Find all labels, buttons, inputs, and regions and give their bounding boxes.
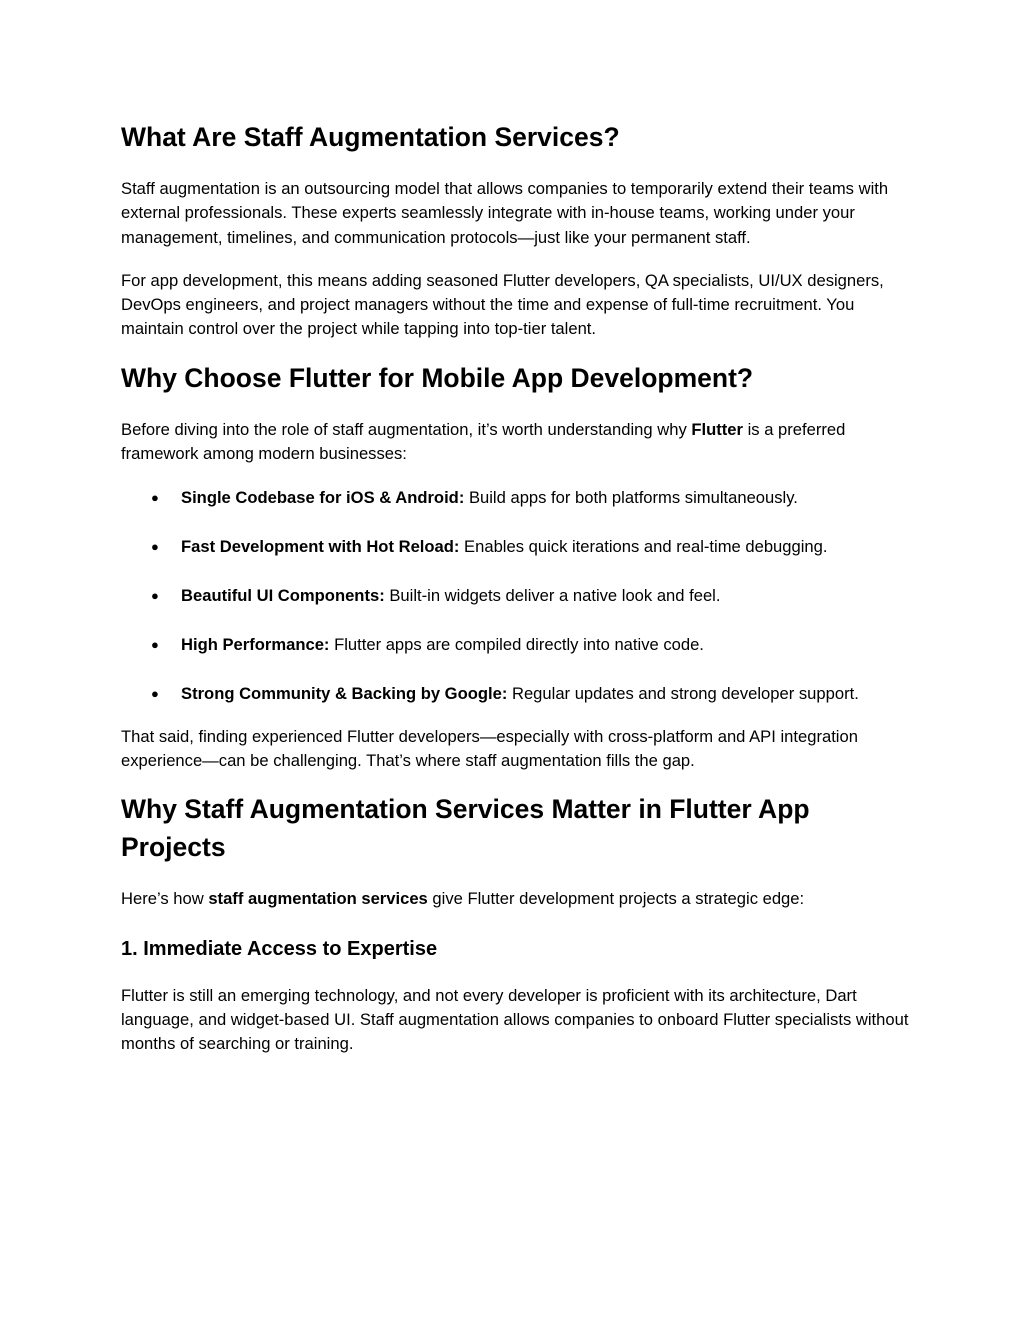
flutter-benefits-list [121,486,914,705]
staff-lead-text-after: give Flutter development projects a strategic edge: [427,889,805,909]
staff-lead-paragraph [121,887,914,911]
list-item-title: Beautiful UI Components: [181,585,385,605]
intro-paragraph-definition: Staff augmentation is an outsourcing model that allows companies to temporarily extend their teams with external professionals. These experts seamlessly integrate with in-house teams, working under your management, timelines, and communication protocols—just like your permanent staff. [121,179,889,247]
bullet-icon: ● [151,587,159,603]
flutter-closing-paragraph: That said, finding experienced Flutter developers—especially with cross-platform and API integration experience—can be challenging. That’s where staff augmentation fills the gap. [121,726,858,771]
flutter-lead-text-before: Before diving into the role of staff augmentation, it’s worth understanding why [121,419,692,439]
expertise-paragraph: Flutter is still an emerging technology, and not every developer is proficient with its architecture, Dart language, and widget-based UI. Staff augmentation allows companies to onboard Flutter specialists without months of searching or training. [121,985,909,1054]
list-item-title: Strong Community & Backing by Google: [181,683,508,703]
list-item-title: Fast Development with Hot Reload: [181,537,460,557]
section-heading-why-flutter: Why Choose Flutter for Mobile App Development? [121,362,754,393]
bullet-icon: ● [151,685,159,701]
bullet-icon: ● [151,539,159,555]
section-heading-staff-augmentation: What Are Staff Augmentation Services? [121,122,620,152]
list-item [121,633,914,657]
section-heading-why-staff-augmentation: Why Staff Augmentation Services Matter in Flutter App Projects [121,794,810,863]
flutter-lead-bold: Flutter [691,419,743,439]
list-item-text: Regular updates and strong developer support. [507,683,859,703]
flutter-lead-text-after: is a preferred framework among modern businesses: [121,419,846,464]
list-item [121,486,914,510]
list-item-text: Enables quick iterations and real-time debugging. [459,537,828,557]
list-item [121,535,914,559]
bullet-icon: ● [151,636,159,652]
list-item-text: Build apps for both platforms simultaneously. [464,488,798,508]
list-item [121,682,914,706]
staff-lead-text-before: Here’s how [121,889,209,909]
subheading-immediate-access: 1. Immediate Access to Expertise [121,937,438,960]
staff-lead-bold: staff augmentation services [208,889,428,909]
bullet-icon: ● [151,490,159,506]
flutter-lead-paragraph [121,418,914,467]
list-item-text: Built-in widgets deliver a native look and feel. [384,585,721,605]
list-item-title: High Performance: [181,634,330,654]
list-item-text: Flutter apps are compiled directly into native code. [329,634,704,654]
intro-paragraph-app-development: For app development, this means adding seasoned Flutter developers, QA specialists, UI/UX designers, DevOps engineers, and project managers without the time and expense of full-time recruitment. You maintain control over the project while tapping into top-tier talent. [121,270,884,339]
list-item-title: Single Codebase for iOS & Android: [181,488,465,508]
list-item [121,584,914,608]
